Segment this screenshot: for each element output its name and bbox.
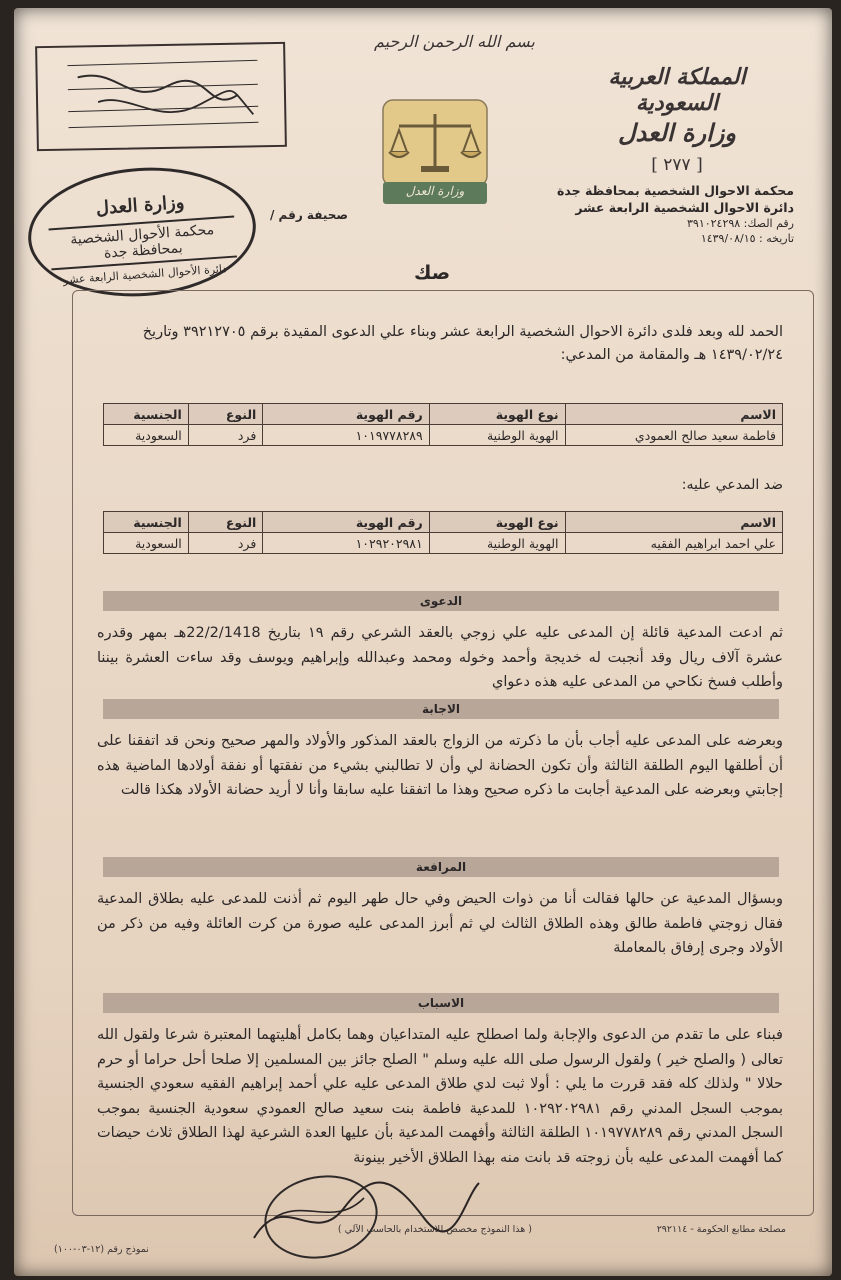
cell-name: علي احمد ابراهيم الفقيه — [565, 533, 782, 554]
court-name: محكمة الاحوال الشخصية بمحافظة جدة — [557, 183, 794, 198]
court-stamp — [24, 160, 260, 304]
ministry-header — [592, 64, 762, 175]
reasons-paragraph: فبناء على ما تقدم من الدعوى والإجابة ولما اصطلح عليه المتداعيان وهما بكامل أهليتهما المعتبرة شرعا ولقول الله تعالى ( والصلح خير ) ولقول الرسول صلى الله عليه وسلم " الصلح جائز بين المسلمين إلا صلحا أحل حراما أو حرم حلالا " ولذلك كله فقد قررت ما يلي : أولا ثبت لدي طلاق المدعى عليه علي أحمد إبراهيم الفقيه سعودي الجنسية بموجب السجل المدني رقم ١٠٢٩٢٠٢٩٨١ للمدعية فاطمة بنت سعيد صالح العمودي سعودية الجنسية بموجب السجل المدني رقم ١٠١٩٧٧٨٢٨٩ الطلقة الثالثة وأفهمت المدعية بأن عليها العدة الشرعية لهذا الطلاق ثلاث حيضات كما أفهمت المدعى عليه بأن زوجته قد بانت منه بهذا الطلاق الأخير بينونة — [97, 1027, 783, 1166]
defendant-label: ضد المدعي عليه: — [681, 477, 783, 493]
ministry-number: [ ٢٧٧ ] — [651, 155, 703, 175]
section-header-reasons: الاسباب — [103, 993, 779, 1013]
header-id-number: رقم الهوية — [263, 404, 429, 425]
answer-paragraph: وبعرضه على المدعى عليه أجاب بأن ما ذكرته من الزواج بالعقد المذكور والأولاد والمهر صحيح ونحن قد اتفقنا على أن أطلقها اليوم الطلقة الثالثة وأن تكون الحضانة لي وأن لا تطالبني بشيء من نفقتها أو نفقة أولادها الماضية هذه إجابتي وبعرضه على المدعية أجابت ما ذكره صحيح وهذا ما اتفقنا عليه سابقا وأنا لا أريد حضانة الأولاد هكذا قالت — [97, 733, 783, 798]
deed-body — [72, 290, 814, 1216]
table-header-row — [104, 404, 783, 425]
claim-paragraph: ثم ادعت المدعية قائلة إن المدعى عليه علي زوجي بالعقد الشرعي رقم ١٩ بتاريخ 22/2/1418هـ بمهر وقدره عشرة آلاف ريال وقد أنجبت له خديجة وأحمد وخوله ومحمد وعبدالله وإبراهيم ويوسف وقد ساءت العشرة بيننا وأطلب فسخ نكاحي من المدعى عليه هذه دعواي — [97, 625, 783, 690]
emblem-caption: وزارة العدل — [405, 184, 465, 198]
cell-id-type: الهوية الوطنية — [429, 533, 565, 554]
header-nationality: الجنسية — [104, 404, 189, 425]
cell-id-number: ١٠١٩٧٧٨٢٨٩ — [263, 425, 429, 446]
page-number-label: صحيفة رقم / — [270, 208, 348, 222]
kingdom-name: المملكة العربية السعودية — [608, 64, 746, 116]
header-id-number: رقم الهوية — [263, 512, 429, 533]
deed-number: رقم الصك: ٣٩١٠٢٤٢٩٨ — [687, 217, 794, 230]
cell-type: فرد — [188, 533, 263, 554]
table-row — [104, 533, 783, 554]
court-department: دائرة الاحوال الشخصية الرابعة عشر — [575, 200, 794, 215]
intro-paragraph: الحمد لله وبعد فلدى دائرة الاحوال الشخصية الرابعة عشر وبناء علي الدعوى المقيدة برقم ٣٩٢١٢٧٠٥ وتاريخ ١٤٣٩/٠٢/٢٤ هـ والمقامة من المدعي: — [142, 324, 783, 363]
document-paper — [14, 8, 832, 1276]
ministry-name: وزارة العدل — [618, 118, 736, 147]
table-header-row — [104, 512, 783, 533]
handwritten-scribble — [37, 44, 289, 153]
pleading-paragraph: وبسؤال المدعية عن حالها فقالت أنا من ذوات الحيض وفي حال طهر اليوم ثم أذنت للمدعى عليه بطلاق المدعية فقال زوجتي فاطمة طالق وهذه الطلاق الثالث لي ثم أبرز المدعى عليه صورة من كرت العائلة وفيه من ذكر من الأولاد وجرى إرفاق بالمعاملة — [97, 891, 783, 956]
header-id-type: نوع الهوية — [429, 404, 565, 425]
cell-id-type: الهوية الوطنية — [429, 425, 565, 446]
header-name: الاسم — [565, 404, 782, 425]
deed-date: تاريخه : ١٤٣٩/٠٨/١٥ — [700, 232, 794, 245]
header-name: الاسم — [565, 512, 782, 533]
footer-printer: مصلحة مطابع الحكومة - ٢٩٢١١٤ — [656, 1224, 786, 1235]
footer-note: ( هذا النموذج مخصص للاستخدام بالحاسب الآلي ) — [337, 1224, 532, 1235]
header-nationality: الجنسية — [104, 512, 189, 533]
basmala: بسم الله الرحمن الرحيم — [374, 32, 535, 51]
annotation-stamp-box — [35, 42, 287, 151]
table-row — [104, 425, 783, 446]
signature-icon — [244, 1168, 484, 1258]
ministry-emblem — [369, 96, 501, 208]
footer-form-number: نموذج رقم (١٢-٠٣-١٠٠) — [54, 1244, 149, 1255]
court-header — [494, 182, 794, 246]
section-header-claim: الدعوى — [103, 591, 779, 611]
header-type: النوع — [188, 404, 263, 425]
cell-type: فرد — [188, 425, 263, 446]
section-header-pleading: المرافعة — [103, 857, 779, 877]
document-title: صك — [414, 262, 451, 284]
header-type: النوع — [188, 512, 263, 533]
stamp-line-ministry: وزارة العدل — [95, 192, 186, 220]
cell-id-number: ١٠٢٩٢٠٢٩٨١ — [263, 533, 429, 554]
cell-nationality: السعودية — [104, 425, 189, 446]
cell-name: فاطمة سعيد صالح العمودي — [565, 425, 782, 446]
section-header-answer: الاجابة — [103, 699, 779, 719]
plaintiff-table — [103, 403, 783, 446]
defendant-table — [103, 511, 783, 554]
cell-nationality: السعودية — [104, 533, 189, 554]
stamp-line-court: محكمة الأحوال الشخصية بمحافظة جدة — [49, 216, 237, 271]
header-id-type: نوع الهوية — [429, 512, 565, 533]
stamp-line-department: دائرة الأحوال الشخصية الرابعة عشر — [62, 262, 228, 287]
